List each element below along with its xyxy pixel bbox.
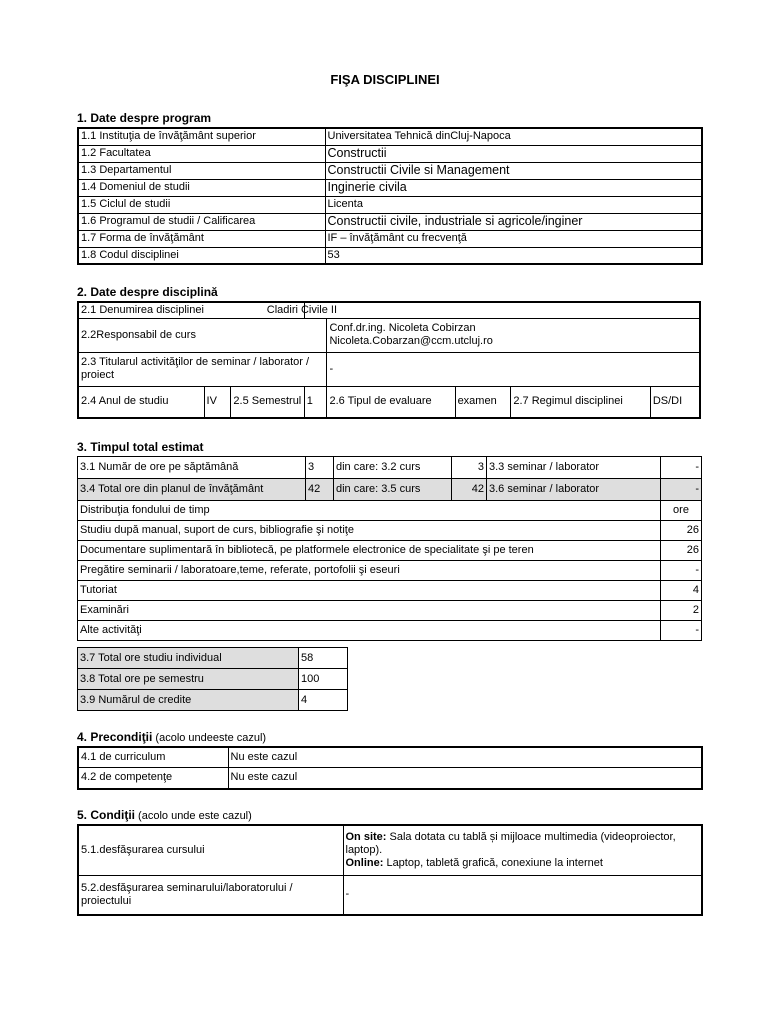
table-row <box>78 179 702 196</box>
table-row <box>78 318 700 352</box>
seminar-value: - <box>661 457 702 479</box>
total-label: 3.9 Numărul de credite <box>78 690 299 711</box>
total-hours-value: 42 <box>306 479 334 501</box>
row-label: 1.2 Facultatea <box>78 145 325 162</box>
row-label: 1.5 Ciclul de studii <box>78 196 325 213</box>
discipline-name-text: Cladiri Civile II <box>266 303 338 316</box>
total-label: 3.8 Total ore pe semestru <box>78 669 299 690</box>
table-row <box>78 479 702 501</box>
table-row <box>78 196 702 213</box>
row-label: 1.1 Instituţia de învăţământ superior <box>78 128 325 145</box>
table-row <box>78 621 702 641</box>
semester-label: 2.5 Semestrul <box>231 386 304 418</box>
activity-label: Studiu după manual, suport de curs, bibliografie şi notiţe <box>78 521 661 541</box>
totals-table <box>77 647 348 711</box>
seminar-holder-value: - <box>327 352 700 386</box>
section-5-heading <box>77 808 252 822</box>
total-value: 4 <box>299 690 348 711</box>
precondition-value: Nu este cazul <box>228 767 702 789</box>
activity-value: 26 <box>661 541 702 561</box>
row-label: 1.4 Domeniul de studii <box>78 179 325 196</box>
activity-value: - <box>661 621 702 641</box>
row-label: 1.3 Departamentul <box>78 162 325 179</box>
online-label: Online: <box>345 856 384 869</box>
table-row <box>78 386 700 418</box>
total-value: 100 <box>299 669 348 690</box>
table-row <box>78 145 702 162</box>
course-label: din care: 3.5 curs <box>334 479 452 501</box>
precondition-label: 4.1 de curriculum <box>78 747 228 767</box>
page-title: FIŞA DISCIPLINEI <box>330 72 440 87</box>
activity-label: Documentare suplimentară în bibliotecă, pe platformele electronice de specialitate şi pe teren <box>78 541 661 561</box>
online-text: Laptop, tabletă grafică, conexiune la internet <box>383 856 603 869</box>
row-label: 1.7 Forma de învăţământ <box>78 230 325 247</box>
responsible-name: Conf.dr.ing. Nicoleta Cobirzan <box>329 322 476 334</box>
total-label: 3.7 Total ore studiu individual <box>78 648 299 669</box>
course-label: din care: 3.2 curs <box>334 457 452 479</box>
precondition-label: 4.2 de competenţe <box>78 767 228 789</box>
section-5-note: (acolo unde este cazul) <box>135 810 252 822</box>
table-row <box>78 648 348 669</box>
section-5-title: 5. Condiţii <box>77 808 135 822</box>
section-4-heading <box>77 730 266 744</box>
activity-value: 26 <box>661 521 702 541</box>
course-conditions-label: 5.1.desfăşurarea cursului <box>78 825 343 875</box>
regime-label: 2.7 Regimul disciplinei <box>511 386 650 418</box>
table-row <box>78 747 702 767</box>
table-row <box>78 162 702 179</box>
table-row <box>78 352 700 386</box>
responsible-email: Nicoleta.Cobarzan@ccm.utcluj.ro <box>329 335 493 347</box>
discipline-table <box>77 301 701 419</box>
evaluation-type-value: examen <box>455 386 511 418</box>
table-row <box>78 581 702 601</box>
activity-label: Pregătire seminarii / laboratoare,teme, referate, portofolii şi eseuri <box>78 561 661 581</box>
table-row <box>78 601 702 621</box>
table-row <box>78 230 702 247</box>
distribution-label: Distribuţia fondului de timp <box>78 501 661 521</box>
distribution-unit: ore <box>661 501 702 521</box>
seminar-holder-label: 2.3 Titularul activităţilor de seminar / laborator / proiect <box>78 352 327 386</box>
conditions-table <box>77 824 703 916</box>
course-conditions-value <box>343 825 702 875</box>
precondition-value: Nu este cazul <box>228 747 702 767</box>
row-value: 53 <box>325 247 702 264</box>
activity-label: Tutoriat <box>78 581 661 601</box>
row-value: IF – învăţământ cu frecvenţă <box>325 230 702 247</box>
seminar-value: - <box>661 479 702 501</box>
activity-value: - <box>661 561 702 581</box>
course-value: 3 <box>452 457 487 479</box>
table-row <box>78 128 702 145</box>
time-table <box>77 456 702 641</box>
table-row <box>78 501 702 521</box>
total-value: 58 <box>299 648 348 669</box>
semester-value: 1 <box>304 386 327 418</box>
activity-value: 4 <box>661 581 702 601</box>
seminar-conditions-label: 5.2.desfăşurarea seminarului/laboratorului / proiectului <box>78 875 343 915</box>
table-row <box>78 669 348 690</box>
row-label: 1.8 Codul disciplinei <box>78 247 325 264</box>
row-value: Licenta <box>325 196 702 213</box>
table-row <box>78 875 702 915</box>
course-value: 42 <box>452 479 487 501</box>
row-value: Constructii <box>325 145 702 162</box>
section-2-heading: 2. Date despre disciplină <box>77 285 218 299</box>
table-row <box>78 690 348 711</box>
section-1-heading: 1. Date despre program <box>77 111 212 125</box>
row-value: Universitatea Tehnică dinCluj-Napoca <box>325 128 702 145</box>
row-value: Inginerie civila <box>325 179 702 196</box>
activity-label: Alte activităţi <box>78 621 661 641</box>
table-row <box>78 302 700 318</box>
table-row <box>78 457 702 479</box>
seminar-label: 3.6 seminar / laborator <box>487 479 661 501</box>
section-3-heading: 3. Timpul total estimat <box>77 440 204 454</box>
table-row <box>78 213 702 230</box>
section-4-note: (acolo undeeste cazul) <box>152 732 267 744</box>
onsite-text: Sala dotata cu tablă și mijloace multimedia (videoproiector, laptop). <box>345 830 676 856</box>
row-value: Constructii Civile si Management <box>325 162 702 179</box>
seminar-conditions-value: - <box>343 875 702 915</box>
program-table <box>77 127 703 265</box>
row-label: 1.6 Programul de studii / Calificarea <box>78 213 325 230</box>
table-row <box>78 521 702 541</box>
year-value: IV <box>204 386 231 418</box>
hours-week-value: 3 <box>306 457 334 479</box>
year-label: 2.4 Anul de studiu <box>78 386 204 418</box>
table-row <box>78 825 702 875</box>
discipline-name-value <box>266 302 700 318</box>
table-row <box>78 541 702 561</box>
onsite-label: On site: <box>345 830 387 843</box>
hours-week-label: 3.1 Număr de ore pe săptămână <box>78 457 306 479</box>
row-value: Constructii civile, industriale si agricole/inginer <box>325 213 702 230</box>
discipline-name-label: 2.1 Denumirea disciplinei <box>78 302 304 318</box>
section-4-title: 4. Precondiţii <box>77 730 153 744</box>
table-row <box>78 767 702 789</box>
activity-label: Examinări <box>78 601 661 621</box>
preconditions-table <box>77 746 703 790</box>
course-responsible-value <box>327 318 700 352</box>
evaluation-type-label: 2.6 Tipul de evaluare <box>327 386 455 418</box>
regime-value: DS/DI <box>650 386 700 418</box>
activity-value: 2 <box>661 601 702 621</box>
total-hours-label: 3.4 Total ore din planul de învăţământ <box>78 479 306 501</box>
course-responsible-label: 2.2Responsabil de curs <box>78 318 327 352</box>
table-row <box>78 247 702 264</box>
table-row <box>78 561 702 581</box>
seminar-label: 3.3 seminar / laborator <box>487 457 661 479</box>
